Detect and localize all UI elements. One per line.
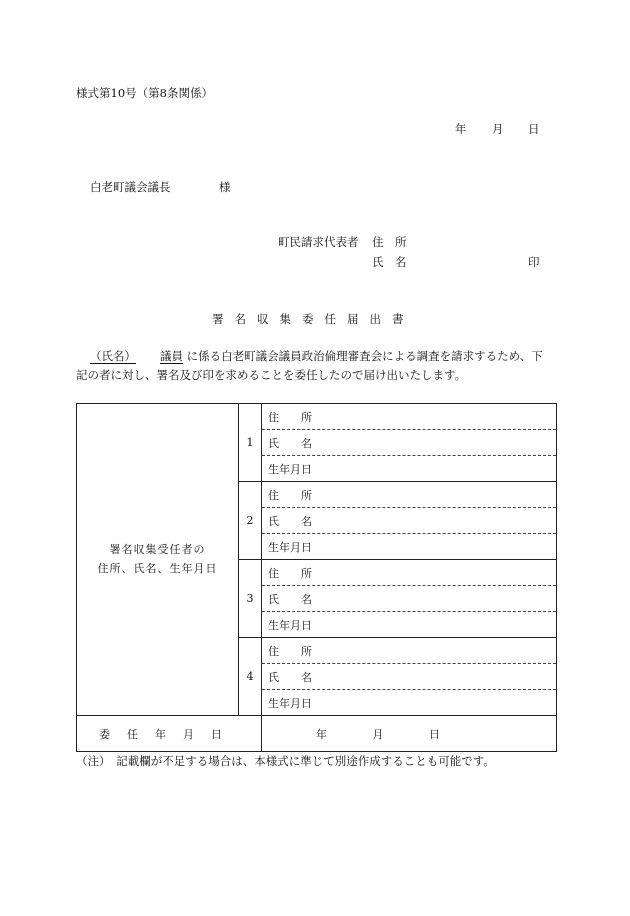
appointment-month: 月 [372, 727, 384, 741]
delegate-label-line-1: 署名収集受任者の [109, 542, 206, 556]
delegate-number: 1 [239, 404, 262, 482]
body-line-1 [90, 351, 543, 363]
delegate-address: 住 所 [262, 638, 557, 664]
footnote: （注） 記載欄が不足する場合は、本様式に準じて別途作成することも可能です。 [76, 754, 495, 768]
representative-label: 町民請求代表者 [278, 235, 359, 249]
representative-name-label: 氏 名 [372, 255, 407, 269]
body-line-2: 記の者に対し、署名及び印を求めることを委任したので届け出いたします。 [76, 368, 467, 382]
delegate-label-cell [77, 404, 239, 716]
delegate-label-line-2: 住所、氏名、生年月日 [97, 561, 218, 575]
delegate-birthdate: 生年月日 [262, 456, 557, 482]
date-year-label: 年 [455, 122, 467, 136]
role-placeholder: 議員 [160, 349, 183, 363]
delegate-number: 3 [239, 560, 262, 638]
delegate-name: 氏 名 [262, 586, 557, 612]
body-line-1-text: に係る白老町議会議員政治倫理審査会による調査を請求するため、下 [186, 349, 543, 363]
document-title: 署名収集委任届出書 [212, 312, 415, 326]
appointment-date-label-cell [77, 716, 262, 752]
form-number: 様式第10号（第8条関係） [76, 86, 213, 100]
delegate-number: 4 [239, 638, 262, 716]
delegate-name: 氏 名 [262, 508, 557, 534]
appointment-date-label: 委任年月日 [99, 727, 239, 741]
appointment-year: 年 [316, 727, 327, 741]
date-month-label: 月 [492, 122, 504, 136]
delegate-address: 住 所 [262, 560, 557, 586]
delegate-number: 2 [239, 482, 262, 560]
addressee-title: 白老町議会議長 [90, 180, 171, 194]
delegate-birthdate: 生年月日 [262, 612, 557, 638]
delegate-address: 住 所 [262, 482, 557, 508]
delegate-birthdate: 生年月日 [262, 534, 557, 560]
appointment-date-cell [262, 716, 557, 752]
date-day-label: 日 [528, 122, 540, 136]
delegate-name: 氏 名 [262, 664, 557, 690]
delegate-table [76, 403, 557, 752]
name-placeholder: （氏名） [90, 349, 136, 363]
representative-address-label: 住 所 [372, 235, 407, 249]
appointment-day: 日 [429, 727, 440, 741]
delegate-birthdate: 生年月日 [262, 690, 557, 716]
delegate-address: 住 所 [262, 404, 557, 430]
seal-mark: 印 [528, 255, 540, 269]
addressee-honorific: 様 [219, 180, 231, 194]
delegate-name: 氏 名 [262, 430, 557, 456]
